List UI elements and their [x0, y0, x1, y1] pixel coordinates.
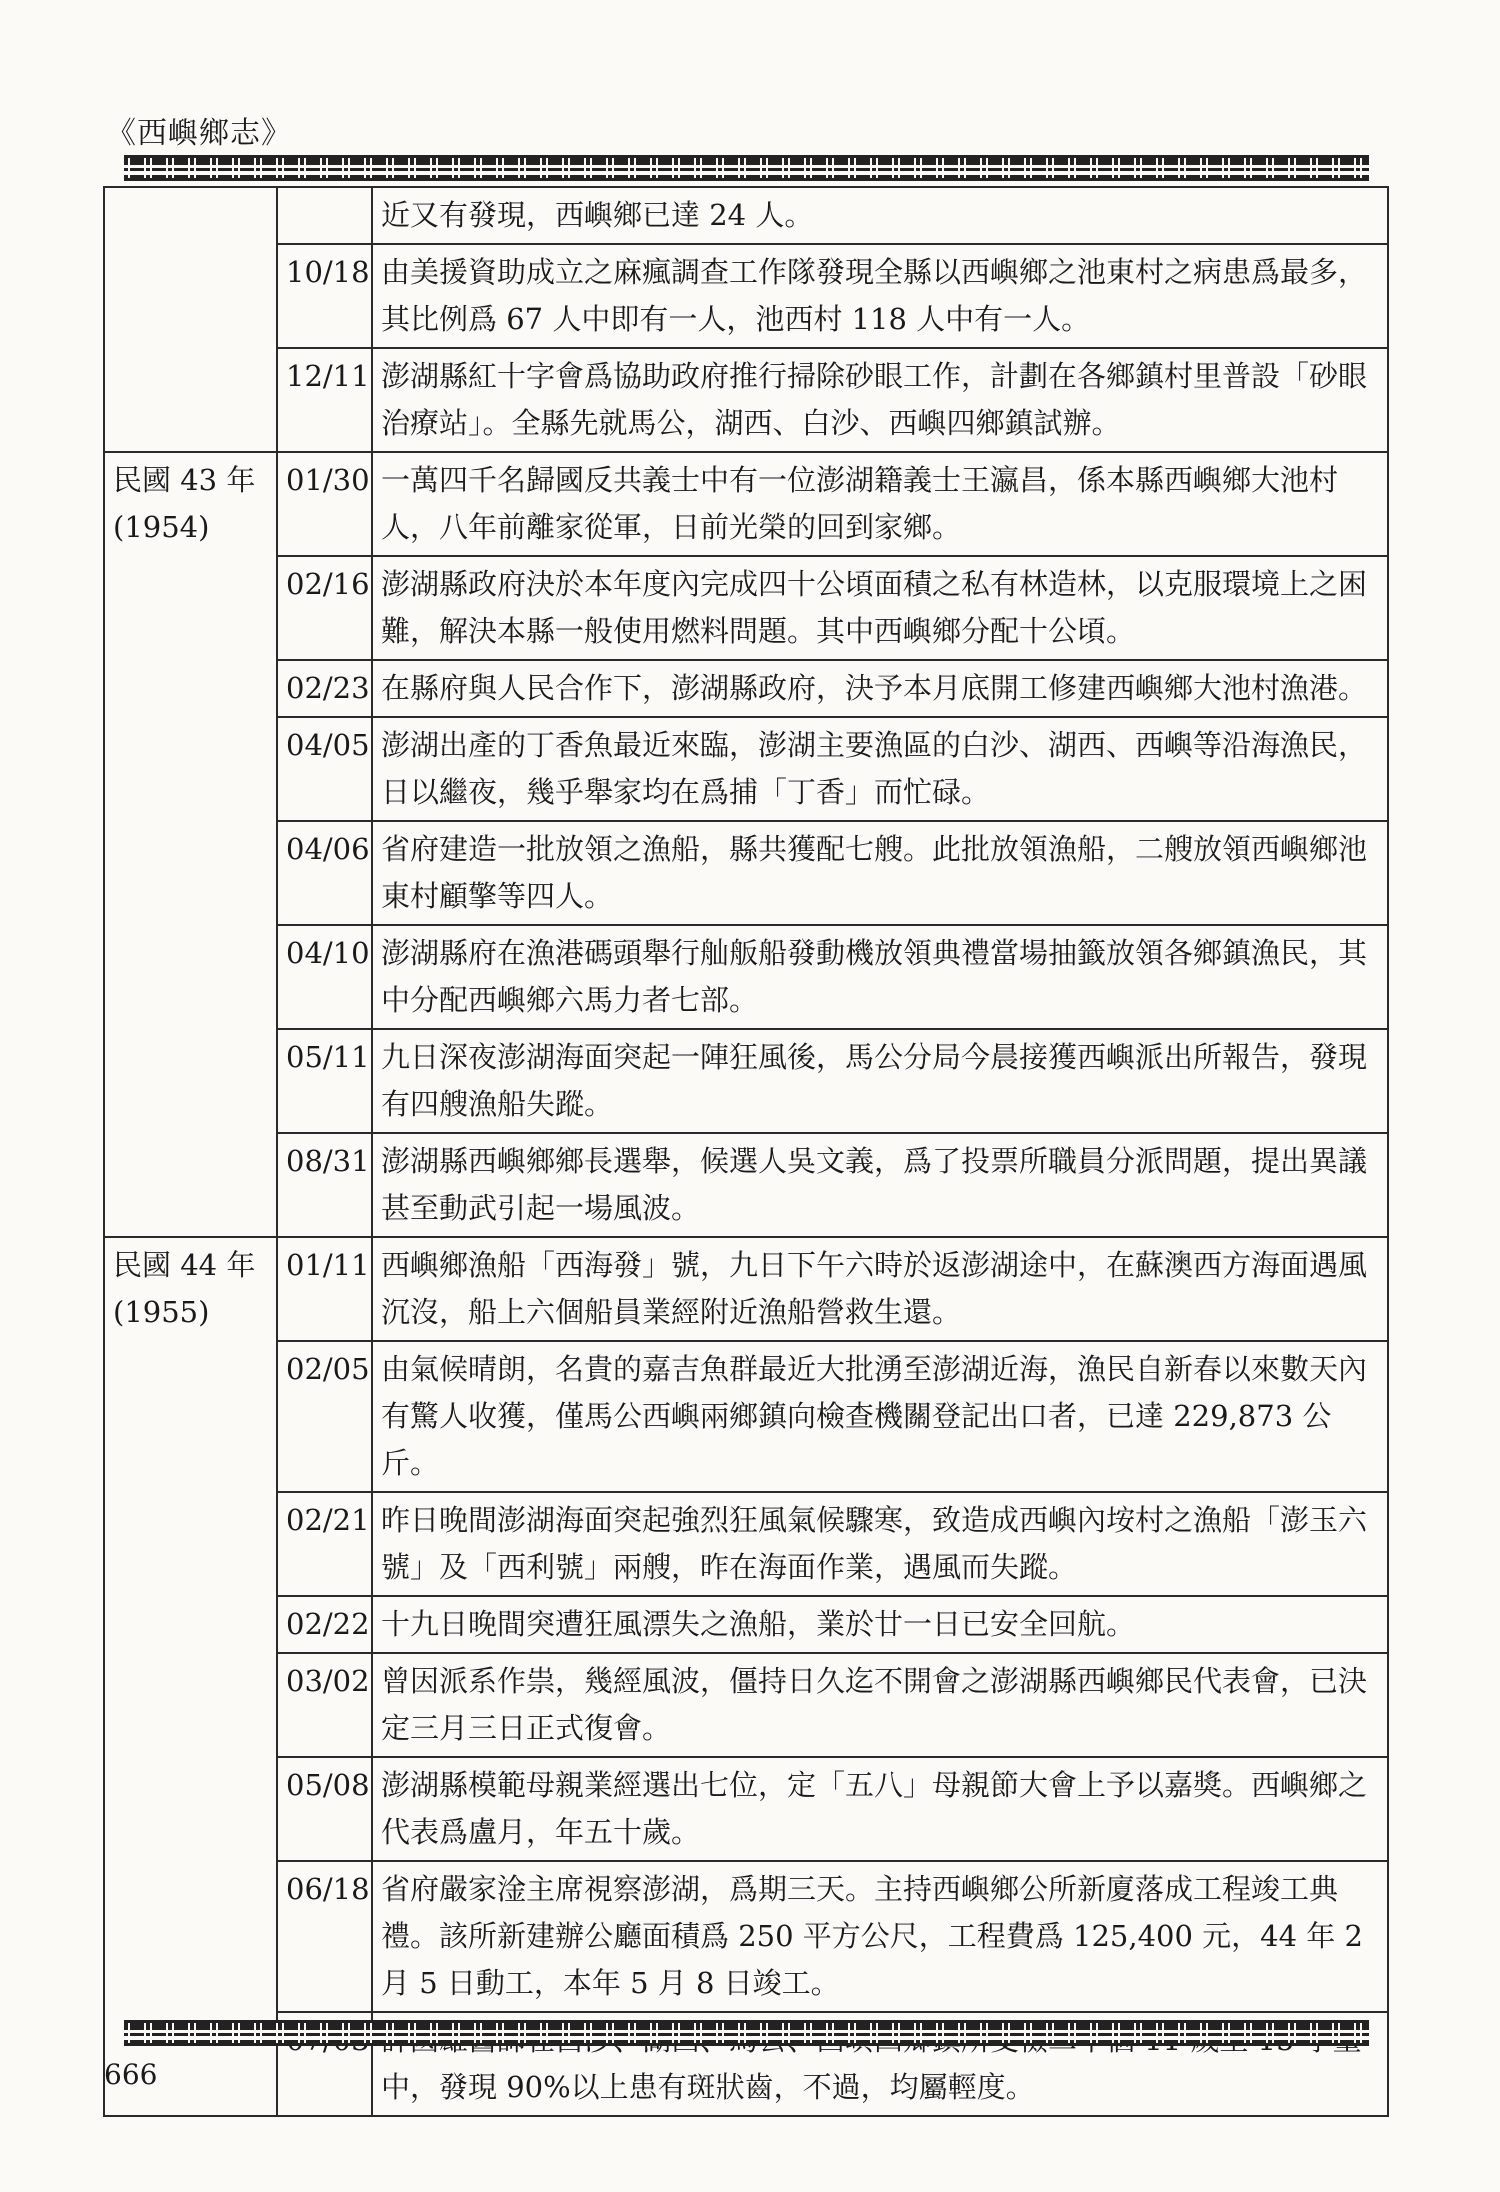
- date-cell: 05/11: [277, 1029, 372, 1133]
- event-cell: 在縣府與人民合作下，澎湖縣政府，決予本月底開工修建西嶼鄉大池村漁港。: [372, 660, 1388, 717]
- table-row: [104, 452, 1388, 556]
- table-row: [104, 348, 1388, 452]
- date-cell: [277, 187, 372, 244]
- year-ad: (1954): [113, 510, 210, 544]
- table-row: [104, 717, 1388, 821]
- event-cell: 西嶼鄉漁船「西海發」號，九日下午六時於返澎湖途中，在蘇澳西方海面遇風沉沒，船上六個船員業經附近漁船營救生還。: [372, 1237, 1388, 1341]
- event-cell: 十九日晚間突遭狂風漂失之漁船，業於廿一日已安全回航。: [372, 1596, 1388, 1653]
- date-cell: 04/06: [277, 821, 372, 925]
- year-ad: (1955): [113, 1295, 210, 1329]
- chronology-table: [103, 186, 1389, 2117]
- event-cell: 省府嚴家淦主席視察澎湖，爲期三天。主持西嶼鄉公所新廈落成工程竣工典禮。該所新建辦公廳面積爲 250 平方公尺，工程費爲 125,400 元，44 年 2 月 5 日動工，本年 5 月 8 日竣工。: [372, 1861, 1388, 2012]
- book-title: 《西嶼鄉志》: [106, 116, 292, 151]
- date-cell: 02/22: [277, 1596, 372, 1653]
- date-cell: 06/18: [277, 1861, 372, 2012]
- year-cell: [104, 187, 277, 452]
- year-label: 民國 43 年: [113, 463, 256, 497]
- date-cell: 03/02: [277, 1653, 372, 1757]
- table-row: [104, 925, 1388, 1029]
- table-row: [104, 1237, 1388, 1341]
- event-cell: 澎湖縣模範母親業經選出七位，定「五八」母親節大會上予以嘉獎。西嶼鄉之代表爲盧月，年五十歲。: [372, 1757, 1388, 1861]
- event-cell: 曾因派系作祟，幾經風波，僵持日久迄不開會之澎湖縣西嶼鄉民代表會，已決定三月三日正式復會。: [372, 1653, 1388, 1757]
- table-row: [104, 821, 1388, 925]
- event-cell: 澎湖縣紅十字會爲協助政府推行掃除砂眼工作，計劃在各鄉鎮村里普設「砂眼治療站」。全縣先就馬公，湖西、白沙、西嶼四鄉鎮試辦。: [372, 348, 1388, 452]
- event-cell: 澎湖出產的丁香魚最近來臨，澎湖主要漁區的白沙、湖西、西嶼等沿海漁民，日以繼夜，幾乎舉家均在爲捕「丁香」而忙碌。: [372, 717, 1388, 821]
- table-row: [104, 1029, 1388, 1133]
- table-row: [104, 187, 1388, 244]
- date-cell: 04/10: [277, 925, 372, 1029]
- date-cell: 02/16: [277, 556, 372, 660]
- date-cell: 10/18: [277, 244, 372, 348]
- event-cell: 澎湖縣府在漁港碼頭舉行舢舨船發動機放領典禮當場抽籤放領各鄉鎮漁民，其中分配西嶼鄉六馬力者七部。: [372, 925, 1388, 1029]
- event-cell: 中，發現 90%以上患有斑狀齒，不過，均屬輕度。: [372, 2012, 1388, 2116]
- date-cell: 02/05: [277, 1341, 372, 1492]
- table-row: [104, 244, 1388, 348]
- table-row: [104, 1492, 1388, 1596]
- date-cell: 04/05: [277, 717, 372, 821]
- table-row: [104, 1757, 1388, 1861]
- year-cell: [104, 452, 277, 1237]
- date-cell: 02/23: [277, 660, 372, 717]
- date-cell: 05/08: [277, 1757, 372, 1861]
- event-cell: 由美援資助成立之麻瘋調查工作隊發現全縣以西嶼鄉之池東村之病患爲最多，其比例爲 67 人中即有一人，池西村 118 人中有一人。: [372, 244, 1388, 348]
- year-cell: [104, 1237, 277, 2116]
- event-cell: 近又有發現，西嶼鄉已達 24 人。: [372, 187, 1388, 244]
- table-row: [104, 660, 1388, 717]
- event-cell: 由氣候晴朗，名貴的嘉吉魚群最近大批湧至澎湖近海，漁民自新春以來數天內有驚人收獲，僅馬公西嶼兩鄉鎮向檢查機關登記出口者，已達 229,873 公斤。: [372, 1341, 1388, 1492]
- table-row: [104, 556, 1388, 660]
- page-number: 666: [104, 2058, 158, 2091]
- date-cell: 12/11: [277, 348, 372, 452]
- table-row: [104, 1133, 1388, 1237]
- table-row: [104, 1341, 1388, 1492]
- event-cell: 一萬四千名歸國反共義士中有一位澎湖籍義士王瀛昌，係本縣西嶼鄉大池村人，八年前離家從軍，日前光榮的回到家鄉。: [372, 452, 1388, 556]
- event-cell: 澎湖縣政府決於本年度內完成四十公頃面積之私有林造林，以克服環境上之困難，解決本縣一般使用燃料問題。其中西嶼鄉分配十公頃。: [372, 556, 1388, 660]
- top-decorative-border: [124, 155, 1369, 181]
- event-cell: 澎湖縣西嶼鄉鄉長選舉，候選人吳文義，爲了投票所職員分派問題，提出異議甚至動武引起一場風波。: [372, 1133, 1388, 1237]
- date-cell: 01/30: [277, 452, 372, 556]
- bottom-decorative-border: [124, 2020, 1369, 2046]
- table-row: [104, 1653, 1388, 1757]
- event-cell: 昨日晚間澎湖海面突起強烈狂風氣候驟寒，致造成西嶼內垵村之漁船「澎玉六號」及「西利號」兩艘，昨在海面作業，遇風而失蹤。: [372, 1492, 1388, 1596]
- date-cell: 02/21: [277, 1492, 372, 1596]
- year-label: 民國 44 年: [113, 1248, 256, 1282]
- date-cell: 01/11: [277, 1237, 372, 1341]
- event-cell: 九日深夜澎湖海面突起一陣狂風後，馬公分局今晨接獲西嶼派出所報告，發現有四艘漁船失蹤。: [372, 1029, 1388, 1133]
- table-row: [104, 1596, 1388, 1653]
- event-cell: 省府建造一批放領之漁船，縣共獲配七艘。此批放領漁船，二艘放領西嶼鄉池東村顧擎等四人。: [372, 821, 1388, 925]
- table-row: [104, 1861, 1388, 2012]
- date-cell: 08/31: [277, 1133, 372, 1237]
